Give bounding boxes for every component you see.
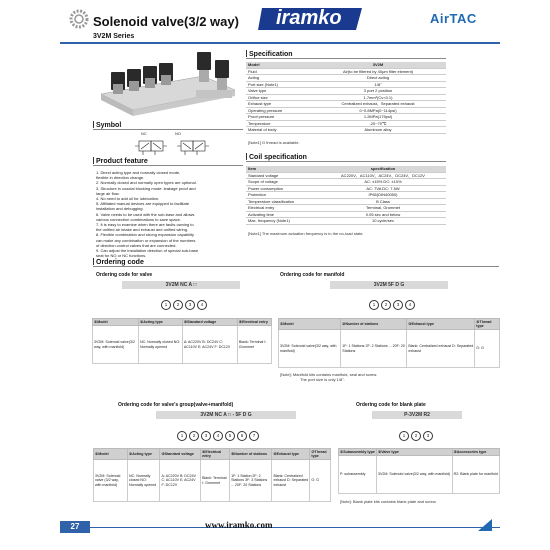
airtac-text: AirTAC <box>430 11 477 26</box>
table-header: ①Subassembly type <box>340 450 375 454</box>
order-group-table <box>93 448 331 502</box>
spec-value: Aluminum alloy <box>364 127 392 132</box>
iramko-logo <box>258 6 368 32</box>
code-index: 2 <box>173 300 183 310</box>
feature-line: flexible in direction change. <box>96 175 145 181</box>
coil-header-cell: specification <box>320 166 446 172</box>
spec-value: Centralized exhaust、Separated exhaust <box>341 101 415 106</box>
page-number: 27 <box>60 521 90 533</box>
spec-value: Air(to be filtered by 40μm filter element) <box>342 68 414 74</box>
ordering-code-heading: Ordering code <box>93 258 499 267</box>
feature-line: large air flow. <box>96 190 120 196</box>
coil-note: [Note1] The maximum actuation frequency is in the no-load state. <box>248 231 364 236</box>
code-index: 2 <box>381 300 391 310</box>
airtac-logo <box>430 11 492 27</box>
valve-symbol-icon <box>135 137 225 159</box>
specification-table <box>246 62 446 134</box>
spec-value: Direct acting <box>366 75 390 80</box>
spec-key: Material of body <box>248 127 277 132</box>
table-cell: NC: Normally closed NO: Normally opened <box>128 460 160 502</box>
product-feature-heading: Product feature <box>93 157 243 166</box>
table-cell: A: AC220V B: DC24V C: AC110V E: AC24V F: DC12V <box>160 460 201 502</box>
table-header: ③Accessories type <box>452 449 499 456</box>
blank-note: [Note]: Blank plate kits contains blank plate and screw. <box>340 499 437 504</box>
feature-line: seat for NO or NC functions. <box>96 253 147 259</box>
table-cell: Blank: Terminal I: Grommet <box>237 326 271 364</box>
spec-value: 0~0.8MPa(0~114psi) <box>359 107 397 113</box>
code-index: 5 <box>225 431 235 441</box>
coil-value: 0.05 sec and below <box>365 211 401 217</box>
feature-line: of direction control valves that are connected. <box>96 242 177 248</box>
code-index: 4 <box>213 431 223 441</box>
order-group-code: 3V2M NC A □ - 5F D G <box>156 411 296 419</box>
coil-value: AC: 7VA DC: 7.5W <box>366 185 400 191</box>
table-header: ①Model <box>93 319 139 326</box>
table-cell: Blank: Centralized exhaust D: Separated exhaust <box>407 330 475 368</box>
coil-value: AC220V、AC110V、AC24V、DC24V、DC12V <box>341 172 425 178</box>
series-title: 3V2M Series <box>93 33 135 40</box>
coil-key: Electrical entry <box>248 205 275 210</box>
order-manifold-circles <box>368 293 416 311</box>
order-blank-title: Ordering code for blank plate <box>356 402 426 408</box>
symbol-heading: Symbol <box>93 121 243 130</box>
code-index: 4 <box>405 300 415 310</box>
table-cell: P: subassembly <box>339 456 377 494</box>
table-cell: R2: Blank plate for manifold <box>452 456 499 494</box>
table-cell: Blank: Centralized exhaust D: Separated exhaust <box>272 460 310 502</box>
feature-line: 8. Flexible combination and strong expansion capability <box>96 232 195 238</box>
table-header: ⑦Thread type <box>310 449 331 460</box>
table-cell: G: G <box>310 460 331 502</box>
coil-specification-heading: Coil specification <box>246 153 446 162</box>
coil-key: Standard voltage <box>248 172 279 178</box>
specification-heading: Specification <box>246 50 446 59</box>
feature-line: 1. Direct acting type and normally closed mode, <box>96 170 181 175</box>
coil-value: IP65(DIN40050) <box>368 192 398 197</box>
table-cell: 3V2M: Solenoid valve(3/2 way, with manifold) <box>376 456 452 494</box>
table-cell: 1F: 1 Station 2F: 2 Stations 3F: 3 Stations ... 20F: 20 Stations <box>230 460 272 502</box>
feature-line: 7. It is easy to examine when there are faults owning to <box>96 222 194 228</box>
spec-note: [Note1] G thread is available. <box>248 140 300 145</box>
spec-value: 1.2MPa(175psi) <box>363 114 393 119</box>
code-index: 1 <box>161 300 171 310</box>
page-title: Solenoid valve(3/2 way) <box>93 14 239 29</box>
table-cell: 1F: 1 Stations 2F: 2 Stations ... 20F: 20 Stations <box>341 330 407 368</box>
table-header: ④Electrical entry <box>201 449 230 460</box>
table-cell: NC: Normally closed NO: Normally opened <box>138 326 182 364</box>
feature-list <box>96 170 246 258</box>
order-valve-table <box>92 318 272 364</box>
coil-value: B Class <box>376 198 390 204</box>
manifold-note-2: The port size is only 1/8". <box>300 377 345 382</box>
coil-key: Activating time <box>248 211 275 217</box>
spec-value: -20~70℃ <box>369 120 387 126</box>
spec-key: Port size (Note1) <box>248 81 279 87</box>
code-index: 7 <box>249 431 259 441</box>
code-index: 1 <box>369 300 379 310</box>
order-blank-code: P-3V2M R2 <box>372 411 462 419</box>
coil-key: Protection <box>248 192 267 197</box>
coil-header-cell: Item <box>246 166 320 172</box>
code-index: 3 <box>393 300 403 310</box>
coil-value: AC: ±15% DC: ±10% <box>364 179 402 184</box>
coil-key: Power consumption <box>248 185 284 191</box>
code-index: 2 <box>189 431 199 441</box>
order-valve-circles <box>160 293 208 311</box>
footer-url: www.iramko.com <box>205 520 273 530</box>
gear-logo-icon <box>68 8 90 30</box>
order-group-circles <box>176 424 260 442</box>
order-blank-circles <box>398 424 434 442</box>
order-blank-table <box>338 448 500 494</box>
brand-text: iramko <box>276 7 342 29</box>
table-header: ②Acting type <box>138 319 182 326</box>
code-index: 1 <box>177 431 187 441</box>
table-cell: G: G <box>475 330 500 368</box>
table-header: ②Valve type <box>376 449 452 456</box>
feature-line: 3. Structure in coaxial blocking mode: leakage proof and <box>96 185 196 191</box>
table-cell: A: AC220V B: DC24V C: AC110V E: AC24V F: DC12V <box>182 326 237 364</box>
table-header: ⑥Exhaust type <box>272 449 310 460</box>
coil-key: Max. frequency (Note1) <box>248 218 290 223</box>
order-valve-code: 3V2M NC A □ <box>122 281 240 289</box>
table-header: ②Number of stations <box>341 319 407 330</box>
coil-key: Scope of voltage <box>248 179 278 184</box>
code-index: 1 <box>399 431 409 441</box>
symbol-nc-label: NC <box>141 131 147 136</box>
spec-key: Fluid <box>248 68 257 74</box>
spec-key: Acting <box>248 75 260 80</box>
coil-key: Temperature classification <box>248 198 295 204</box>
feature-line: 6. Valve needs to be used with the sub-base and allows <box>96 211 195 217</box>
spec-key: Exhaust type <box>248 101 272 106</box>
spec-key: Orifice size <box>248 94 268 100</box>
spec-key: Operating pressure <box>248 107 283 113</box>
order-manifold-code: 3V2M 5F D G <box>330 281 448 289</box>
table-header: ⑤Number of stations <box>230 449 272 460</box>
symbol-no-label: NO <box>175 131 181 136</box>
order-manifold-table <box>278 318 500 368</box>
table-header: ①Model <box>279 319 341 330</box>
code-index: 2 <box>411 431 421 441</box>
coil-value: 10 cycle/sec <box>371 218 394 223</box>
table-header: ④Electrical entry <box>237 319 271 326</box>
table-header: ③Exhaust type <box>407 319 475 330</box>
spec-value: 1/8" <box>374 81 382 87</box>
coil-value: Terminal, Grommet <box>365 205 400 210</box>
order-manifold-title: Ordering code for manifold <box>280 272 345 278</box>
valve-product-image <box>93 46 243 118</box>
manifold-note: [Note]: Manifold kits contains manifold, seal and screw. <box>280 372 378 377</box>
spec-key: Proof pressure <box>248 114 275 119</box>
airtac-triangle-icon <box>478 519 492 531</box>
spec-value: 1.7mm²(Cv=0.1) <box>363 94 393 100</box>
feature-line: 5. Affiliated manual devices are equipped to facilitate <box>96 201 190 207</box>
code-index: 3 <box>423 431 433 441</box>
header-rule <box>60 42 500 44</box>
feature-line: various connection combinations to save space. <box>96 216 181 222</box>
table-cell: 3V2M: Solenoid valve(3/2 way, with manifold) <box>93 326 139 364</box>
spec-key: Valve type <box>248 88 267 93</box>
spec-header-cell: 3V2M <box>310 62 446 68</box>
feature-line: 4. No need to add oil for lubrication. <box>96 196 160 202</box>
coil-specification-table <box>246 166 446 225</box>
spec-key: Temperature <box>248 120 271 126</box>
feature-line: 9. Can adjust the installation direction of special sub-base <box>96 248 199 254</box>
table-header: ①Model <box>94 449 128 460</box>
code-index: 3 <box>201 431 211 441</box>
code-index: 6 <box>237 431 247 441</box>
feature-line: can make any combination or expansion of the numbers <box>96 237 196 243</box>
order-group-title: Ordering code for valve's group(valve+manifold) <box>118 402 234 408</box>
table-cell: Blank: Terminal I: Grommet <box>201 460 230 502</box>
code-index: 3 <box>185 300 195 310</box>
table-header: ②Acting type <box>128 449 160 460</box>
table-cell: 3V2M: Solenoid valve (3/2 way, with manifold) <box>94 460 128 502</box>
table-cell: 3V2M: Solenoid valve(3/2 way, with manifold) <box>279 330 341 368</box>
order-valve-title: Ordering code for valve <box>96 272 153 278</box>
feature-line: 2. Normally closed and normally open types are optional. <box>96 180 197 186</box>
table-header: ③Standard voltage <box>160 449 201 460</box>
table-header: ④Thread type <box>475 319 500 330</box>
spec-header-cell: Model <box>246 62 310 68</box>
table-header: ③Standard voltage <box>182 319 237 326</box>
footer-rule <box>60 527 500 528</box>
feature-line: the unified air intake and exhaust and unified wiring. <box>96 227 189 233</box>
feature-line: installation and debugging. <box>96 206 144 212</box>
spec-value: 3 port 2 position <box>363 88 393 93</box>
code-index: 4 <box>197 300 207 310</box>
